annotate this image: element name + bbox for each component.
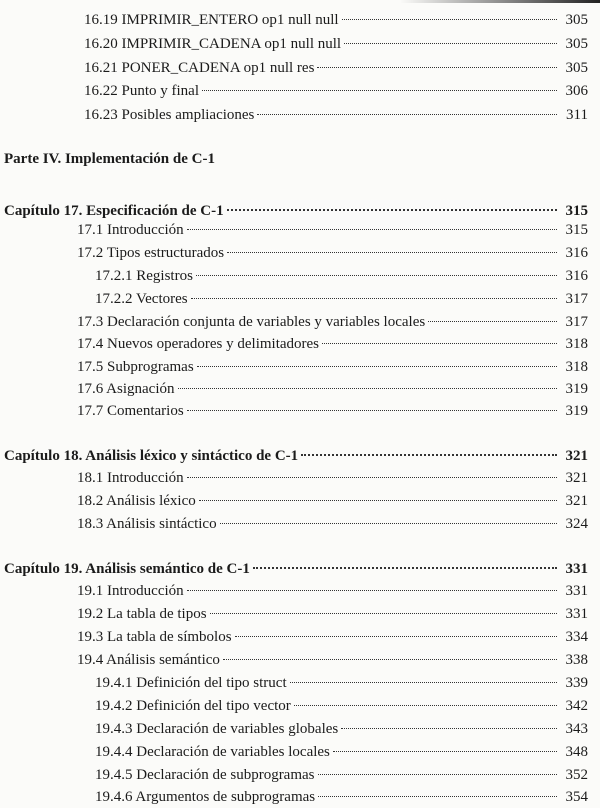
toc-entry-title: 19.4.5 Declaración de subprogramas: [95, 767, 315, 783]
toc-entry[interactable]: [0, 33, 600, 55]
dot-leader: [333, 751, 557, 752]
toc-entry-title: 16.22 Punto y final: [84, 83, 199, 99]
toc-entry[interactable]: [0, 513, 600, 535]
toc-entry-page: 354: [565, 789, 588, 805]
dot-leader: [227, 252, 557, 253]
dot-leader: [253, 567, 557, 569]
toc-entry-title: 16.21 PONER_CADENA op1 null res: [84, 60, 315, 76]
toc-entry-title: 19.4.2 Definición del tipo vector: [95, 698, 291, 714]
toc-entry-title: 18.1 Introducción: [77, 470, 184, 486]
chapter-page: 331: [565, 561, 588, 577]
toc-entry-title: 19.4.3 Declaración de variables globales: [95, 721, 339, 737]
chapter-page: 315: [565, 203, 588, 219]
toc-entry-page: 317: [565, 314, 588, 330]
toc-entry-page: 305: [565, 12, 588, 28]
toc-entry[interactable]: [0, 356, 600, 378]
toc-entry-page: 318: [565, 359, 588, 375]
toc-entry-title: 19.4.4 Declaración de variables locales: [95, 744, 330, 760]
dot-leader: [301, 454, 557, 456]
toc-entry[interactable]: [0, 490, 600, 512]
toc-subentry[interactable]: [0, 764, 600, 786]
dot-leader: [187, 410, 557, 411]
dot-leader: [187, 590, 557, 591]
toc-entry-page: 316: [565, 268, 588, 284]
toc-entry-page: 311: [566, 107, 588, 123]
toc-subentry[interactable]: [0, 786, 600, 808]
toc-entry-title: 19.4.1 Definición del tipo struct: [95, 675, 287, 691]
dot-leader: [344, 43, 557, 44]
toc-subentry[interactable]: [0, 288, 600, 310]
toc-subentry[interactable]: [0, 718, 600, 740]
toc-entry-title: 17.1 Introducción: [77, 222, 184, 238]
dot-leader: [235, 636, 557, 637]
dot-leader: [196, 275, 557, 276]
toc-entry[interactable]: [0, 242, 600, 264]
toc-entry-page: 342: [565, 698, 588, 714]
toc-entry-title: 19.4.6 Argumentos de subprogramas: [95, 789, 316, 805]
toc-entry-page: 319: [565, 403, 588, 419]
toc-entry[interactable]: [0, 378, 600, 400]
toc-entry-title: 16.19 IMPRIMIR_ENTERO op1 null null: [84, 12, 339, 28]
toc-subentry[interactable]: [0, 672, 600, 694]
dot-leader: [290, 682, 557, 683]
toc-entry-page: 331: [565, 606, 588, 622]
dot-leader: [178, 388, 558, 389]
toc-entry-page: 306: [565, 83, 588, 99]
dot-leader: [187, 477, 557, 478]
dot-leader: [257, 114, 557, 115]
toc-entry[interactable]: [0, 311, 600, 333]
dot-leader: [197, 366, 557, 367]
toc-entry-page: 321: [565, 493, 588, 509]
toc-subentry[interactable]: [0, 265, 600, 287]
toc-entry-title: 16.20 IMPRIMIR_CADENA op1 null null: [84, 36, 342, 52]
chapter-heading[interactable]: [0, 445, 600, 467]
toc-entry[interactable]: [0, 57, 600, 79]
toc-entry-title: 18.2 Análisis léxico: [77, 493, 196, 509]
toc-entry-page: 305: [565, 60, 588, 76]
toc-entry-page: 315: [565, 222, 588, 238]
toc-entry-title: 17.2 Tipos estructurados: [77, 245, 225, 261]
chapter-page: 321: [565, 448, 588, 464]
dot-leader: [318, 796, 557, 797]
toc-entry[interactable]: [0, 649, 600, 671]
chapter-title: Capítulo 19. Análisis semántico de C-1: [4, 561, 250, 577]
toc-entry-title: 19.3 La tabla de símbolos: [77, 629, 232, 645]
toc-entry-page: 343: [565, 721, 588, 737]
toc-entry[interactable]: [0, 626, 600, 648]
toc-entry[interactable]: [0, 333, 600, 355]
toc-entry-title: 17.6 Asignación: [77, 381, 175, 397]
toc-entry-title: 17.4 Nuevos operadores y delimitadores: [77, 336, 320, 352]
toc-entry[interactable]: [0, 219, 600, 241]
toc-entry-page: 352: [565, 767, 588, 783]
chapter-heading[interactable]: [0, 558, 600, 580]
dot-leader: [210, 613, 557, 614]
toc-entry-page: 338: [565, 652, 588, 668]
toc-entry[interactable]: [0, 603, 600, 625]
dot-leader: [317, 67, 557, 68]
toc-entry[interactable]: [0, 80, 600, 102]
toc-entry-title: 18.3 Análisis sintáctico: [77, 516, 217, 532]
toc-entry-title: 17.2.2 Vectores: [95, 291, 188, 307]
toc-entry-page: 305: [565, 36, 588, 52]
toc-entry[interactable]: [0, 9, 600, 31]
dot-leader: [199, 500, 557, 501]
scan-edge-shadow: [400, 0, 600, 3]
toc-entry-title: 17.5 Subprogramas: [77, 359, 194, 375]
dot-leader: [220, 523, 557, 524]
toc-subentry[interactable]: [0, 695, 600, 717]
toc-entry-page: 316: [565, 245, 588, 261]
toc-entry-page: 348: [565, 744, 588, 760]
dot-leader: [322, 343, 557, 344]
part-heading: Parte IV. Implementación de C-1: [4, 151, 215, 167]
toc-entry-page: 321: [565, 470, 588, 486]
toc-entry[interactable]: [0, 104, 600, 126]
toc-entry-title: 16.23 Posibles ampliaciones: [84, 107, 255, 123]
toc-entry-page: 318: [565, 336, 588, 352]
toc-entry[interactable]: [0, 400, 600, 422]
toc-entry-page: 334: [565, 629, 588, 645]
toc-entry-page: 319: [565, 381, 588, 397]
toc-entry[interactable]: [0, 580, 600, 602]
dot-leader: [342, 19, 557, 20]
dot-leader: [341, 728, 557, 729]
chapter-title: Capítulo 17. Especificación de C-1: [4, 203, 224, 219]
dot-leader: [202, 90, 557, 91]
dot-leader: [191, 298, 557, 299]
toc-entry-title: 17.7 Comentarios: [77, 403, 184, 419]
toc-entry-title: 19.2 La tabla de tipos: [77, 606, 207, 622]
dot-leader: [428, 321, 557, 322]
dot-leader: [187, 229, 557, 230]
toc-entry-title: 19.4 Análisis semántico: [77, 652, 220, 668]
toc-entry-title: 17.2.1 Registros: [95, 268, 193, 284]
toc-entry-page: 339: [565, 675, 588, 691]
chapter-title: Capítulo 18. Análisis léxico y sintáctico de C-1: [4, 448, 299, 464]
toc-entry-page: 331: [565, 583, 588, 599]
toc-entry-page: 317: [565, 291, 588, 307]
toc-entry[interactable]: [0, 467, 600, 489]
toc-entry-title: 17.3 Declaración conjunta de variables y variables locales: [77, 314, 426, 330]
dot-leader: [294, 705, 557, 706]
toc-entry-title: 19.1 Introducción: [77, 583, 184, 599]
toc-entry-page: 324: [565, 516, 588, 532]
toc-subentry[interactable]: [0, 741, 600, 763]
dot-leader: [223, 659, 557, 660]
dot-leader: [318, 774, 557, 775]
dot-leader: [227, 209, 557, 211]
